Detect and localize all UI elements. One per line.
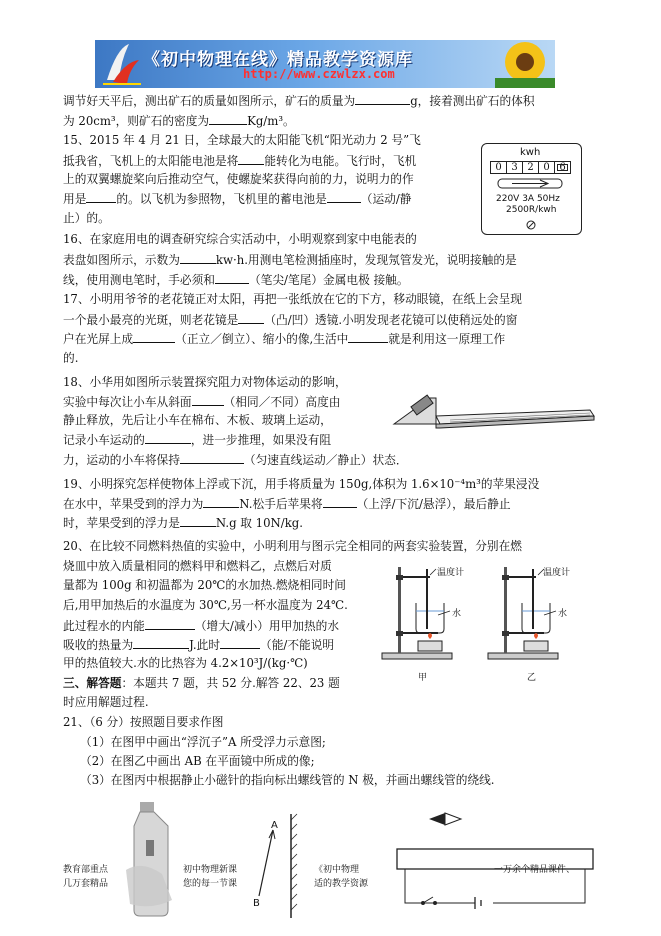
text-line: 时应用解题过程. (63, 695, 149, 709)
meter-unit: kwh (520, 147, 541, 158)
text-line: 上的双翼螺旋桨向后推动空气，使螺旋桨获得向前的力，说明力的作 (63, 172, 414, 186)
banner-title: 《初中物理在线》精品教学资源库 (143, 50, 413, 70)
section-3-heading: 三、解答题：本题共 7 题，共 52 分.解答 22、23 题 (63, 676, 340, 690)
text-line: 表盘如图所示，示数为 kw·h.用测电笔检测插座时，发现氖管发光，说明接触的是 (63, 253, 517, 267)
text-line: （3）在图丙中根据静止小磁针的指向标出螺线管的 N 极，并画出螺线管的绕线. (80, 773, 495, 787)
text-line: 甲的热值较大.水的比热容为 4.2×10³J/(kg·℃) (63, 656, 308, 670)
watermark-text: 初中物理新课 (183, 865, 238, 875)
meter-digits: 0 3 2 0 6 (490, 161, 571, 174)
text-line: 一个最小最亮的光斑，则老花镜是 （凸/凹）透镜.小明发现老花镜可以使稍远处的窗 (63, 313, 518, 327)
text-line: 烧皿中放入质量相同的燃料甲和燃料乙，点燃后对质 (63, 559, 332, 573)
meter-spec-2: 2500R/kwh (506, 205, 557, 215)
text-line: 实验中每次让小车从斜面 （相同／不同）高度由 (63, 395, 341, 409)
question-18: 18、小华用如图所示装置探究阻力对物体运动的影响， (63, 375, 347, 389)
question-20: 20、在比较不同燃料热值的实验中，小明利用与图示完全相同的两套实验装置，分别在燃 (63, 539, 522, 553)
heating-figure (378, 565, 593, 675)
screw-icon (525, 219, 537, 231)
text-line: （1）在图甲中画出“浮沉子”A 所受浮力示意图; (80, 735, 326, 749)
text-line: 线，使用测电笔时，手必须和 （笔尖/笔尾）金属电极 接触。 (63, 273, 409, 287)
question-17: 17、小明用爷爷的老花镜正对太阳，再把一张纸放在它的下方，移动眼镜，在纸上会呈现 (63, 292, 522, 306)
watermark-text: 教育部重点 (63, 865, 109, 875)
watermark-text: 适的教学资源 (314, 879, 369, 889)
sunflower-icon (495, 40, 555, 88)
text-line: 为 20cm³，则矿石的密度为 Kg/m³。 (63, 114, 295, 128)
water-label-left: 水 (452, 609, 462, 619)
energy-meter (481, 143, 582, 235)
text-line: 记录小车运动的 ，进一步推理，如果没有阻 (63, 433, 332, 447)
text-line: 在水中，苹果受到的浮力为 N.松手后苹果将 （上浮/下沉/悬浮），最后静止 (63, 497, 511, 511)
figure-label-jia: 甲 (418, 673, 428, 683)
text-line: 抵我省，飞机上的太阳能电池是将 能转化为电能。飞行时，飞机 (63, 154, 417, 168)
question-19: 19、小明探究怎样使物体上浮或下沉，用手将质量为 150g,体积为 1.6×10⁻⁴m³的苹果浸没 (63, 477, 540, 491)
question-21: 21、（6 分）按照题目要求作图 (63, 715, 224, 729)
question-16: 16、在家庭用电的调查研究综合实活动中，小明观察到家中电能表的 (63, 232, 417, 246)
meter-disc-icon (482, 176, 581, 192)
bottle-figure (122, 800, 182, 920)
text-line: 静止释放，先后让小车在棉布、木板、玻璃上运动， (63, 413, 332, 427)
solenoid-figure (395, 805, 595, 915)
text-line: 用是 的。以飞机为参照物，飞机里的蓄电池是 （运动/静 (63, 192, 412, 206)
text-line: 后,用甲加热后的水温度为 30℃,另一杯水温度为 24℃. (63, 598, 348, 612)
banner-url[interactable]: http://www.czwlzx.com (243, 67, 395, 81)
thermometer-label-left: 温度计 (437, 568, 465, 578)
header-banner (95, 40, 555, 88)
incline-figure (390, 390, 598, 440)
point-a-label: A (271, 820, 278, 831)
question-15: 15、2015 年 4 月 21 日，全球最大的太阳能飞机“阳光动力 2 号”飞 (63, 133, 421, 147)
watermark-text: 您的每一节课 (183, 879, 238, 889)
water-label-right: 水 (558, 609, 568, 619)
logo-icon (99, 40, 145, 88)
text-line: 的. (63, 351, 79, 365)
text-line: 止）的。 (63, 211, 110, 225)
text-line: 力，运动的小车将保持 （匀速直线运动／静止）状态． (63, 453, 408, 467)
text-line: 时，苹果受到的浮力是 N.g 取 10N/kg. (63, 516, 303, 530)
watermark-text: 《初中物理 (314, 865, 360, 875)
text-line: 量都为 100g 和初温都为 20℃的水加热.燃烧相同时间 (63, 578, 346, 592)
figure-label-yi: 乙 (527, 673, 537, 683)
text-line: 户在光屏上成 （正立／倒立）、缩小的像,生活中 就是利用这一原理工作 (63, 332, 506, 346)
thermometer-label-right: 温度计 (543, 568, 571, 578)
watermark-text: 几万套精品 (63, 879, 109, 889)
text-line: 调节好天平后，测出矿石的质量如图所示，矿石的质量为 g，接着测出矿石的体积 (63, 94, 535, 108)
meter-spec-1: 220V 3A 50Hz (496, 194, 560, 204)
watermark-text: 一万余个精品课件、 (494, 865, 576, 875)
text-line: 此过程水的内能 （增大/减小）用甲加热的水 (63, 619, 340, 633)
text-line: （2）在图乙中画出 AB 在平面镜中所成的像; (80, 754, 315, 768)
text-line: 吸收的热量为 J.此时 （能/不能说明 (63, 638, 335, 652)
point-b-label: B (253, 898, 260, 909)
